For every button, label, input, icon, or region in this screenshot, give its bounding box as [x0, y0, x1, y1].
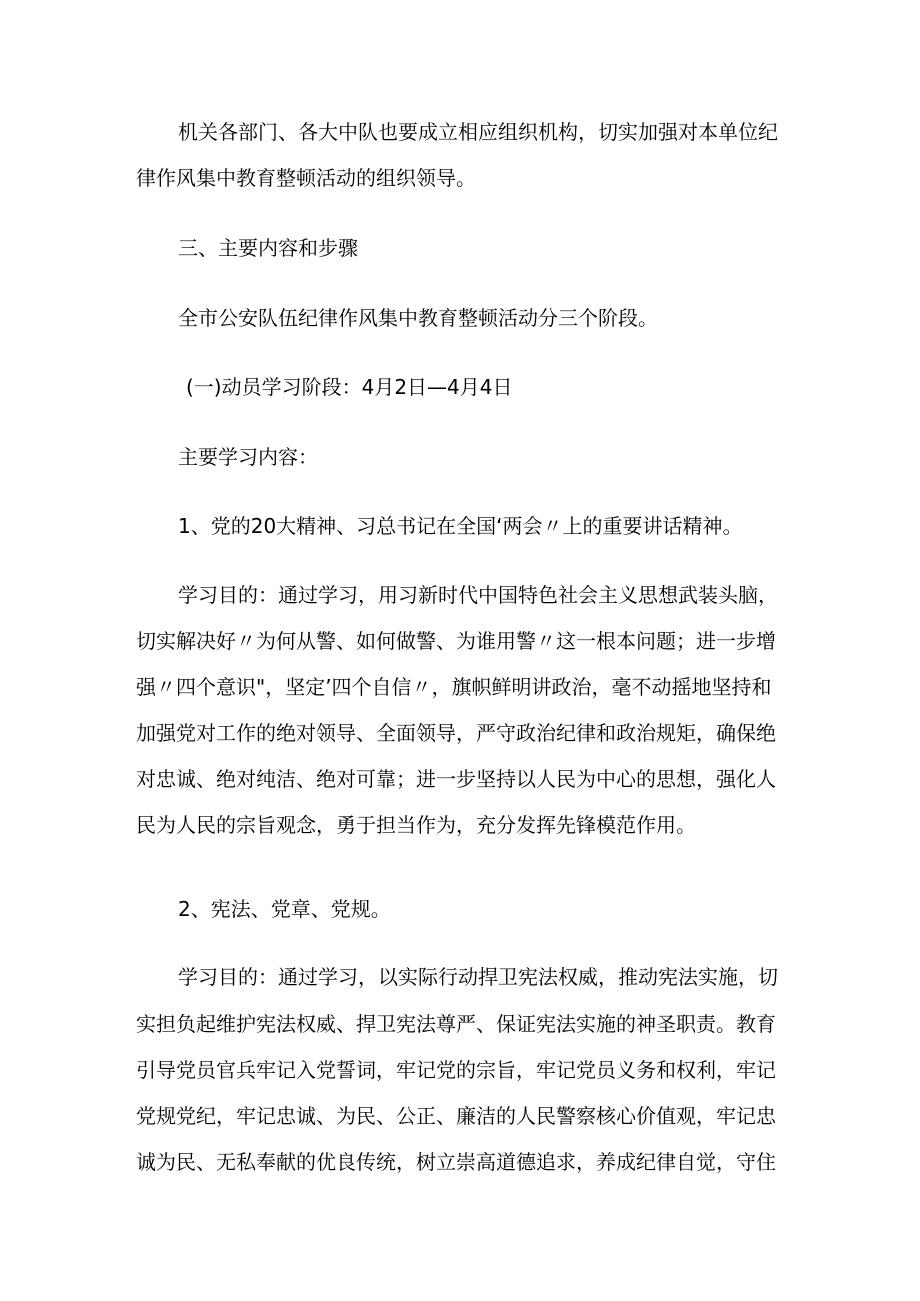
subheading-study-content: 主要学习内容： — [178, 445, 318, 469]
text-line-10: 强〃四个意识"，坚定’四个自信〃，旗帜鲜明讲政治，毫不动摇地坚持和 — [136, 675, 772, 699]
text-line-08: 学习目的：通过学习，用习新时代中国特色社会主义思想武装头脑， — [178, 583, 778, 607]
list-item-2: 2、宪法、党章、党规。 — [178, 897, 391, 921]
stage-heading: (一)动员学习阶段：4月2日—4月4日 — [186, 375, 513, 399]
text-line-02: 律作风集中教育整顿活动的组织领导。 — [136, 166, 476, 190]
text-line-19: 诚为民、无私奉献的优良传统，树立崇高道德追求，养成纪律自觉，守住 — [136, 1150, 776, 1174]
text-line-16: 实担负起维护宪法权威、捍卫宪法尊严、保证宪法实施的神圣职责。教育 — [136, 1012, 776, 1036]
text-line-11: 加强党对工作的绝对领导、全面领导，严守政治纪律和政治规矩，确保绝 — [136, 721, 776, 745]
text-line-18: 党规党纪，牢记忠诚、为民、公正、廉洁的人民警察核心价值观，牢记忠 — [136, 1104, 776, 1128]
text-line-09: 切实解决好〃为何从警、如何做警、为谁用警〃这一根本问题；进一步增 — [136, 629, 776, 653]
text-line-01: 机关各部门、各大中队也要成立相应组织机构，切实加强对本单位纪 — [178, 120, 778, 144]
text-line-04: 全市公安队伍纪律作风集中教育整顿活动分三个阶段。 — [178, 306, 658, 330]
section-heading: 三、主要内容和步骤 — [178, 236, 358, 260]
text-line-12: 对忠诚、绝对纯洁、绝对可靠；进一步坚持以人民为中心的思想，强化人 — [136, 767, 776, 791]
text-line-17: 引导党员官兵牢记入党誓词，牢记党的宗旨，牢记党员义务和权利，牢记 — [136, 1058, 776, 1082]
text-line-15: 学习目的：通过学习，以实际行动捍卫宪法权威，推动宪法实施，切 — [178, 965, 778, 989]
text-line-13: 民为人民的宗旨观念，勇于担当作为，充分发挥先锋模范作用。 — [136, 813, 696, 837]
list-item-1: 1、党的20大精神、习总书记在全国‘两会〃上的重要讲话精神。 — [178, 514, 743, 538]
